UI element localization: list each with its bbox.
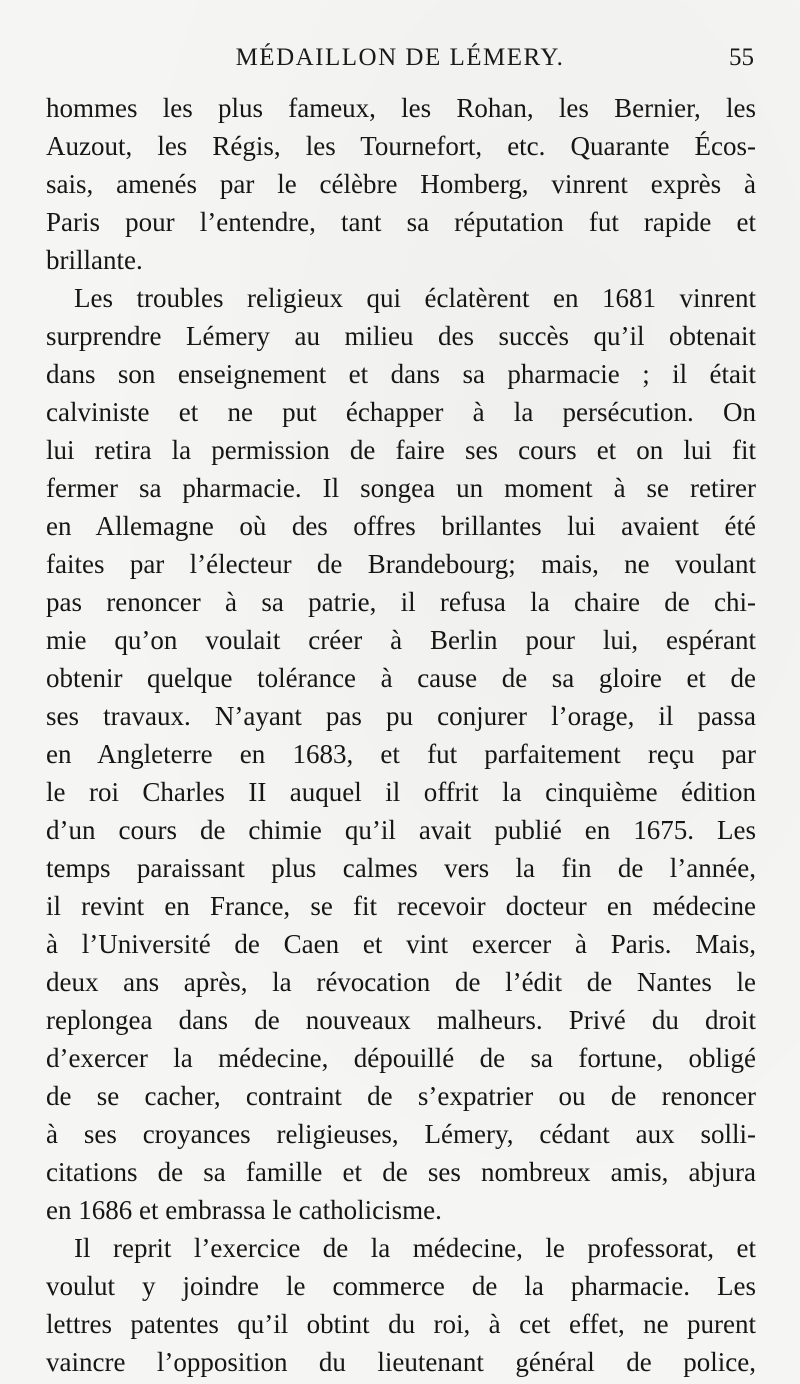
text-line: deux ans après, la révocation de l’édit de Nantes le [46, 967, 756, 997]
text-line: lettres patentes qu’il obtint du roi, à cet effet, ne purent [46, 1309, 756, 1339]
text-line: le roi Charles II auquel il offrit la cinquième édition [46, 777, 756, 807]
text-line: d’un cours de chimie qu’il avait publié en 1675. Les [46, 815, 756, 845]
page-header [0, 44, 800, 84]
text-line: de se cacher, contraint de s’expatrier ou de renoncer [46, 1081, 756, 1111]
text-line: temps paraissant plus calmes vers la fin de l’année, [46, 853, 756, 883]
text-line: brillante. [46, 245, 143, 275]
text-line: en Allemagne où des offres brillantes lui avaient été [46, 511, 756, 541]
text-line: en Angleterre en 1683, et fut parfaitement reçu par [46, 739, 756, 769]
text-line: dans son enseignement et dans sa pharmacie ; il était [46, 359, 756, 389]
running-title: MÉDAILLON DE LÉMERY. [235, 44, 565, 71]
text-line: obtenir quelque tolérance à cause de sa gloire et de [46, 663, 756, 693]
text-line: lui retira la permission de faire ses cours et on lui fit [46, 435, 756, 465]
text-line: mie qu’on voulait créer à Berlin pour lui, espérant [46, 625, 756, 655]
text-line: à ses croyances religieuses, Lémery, cédant aux solli- [46, 1119, 756, 1149]
text-line: ses travaux. N’ayant pas pu conjurer l’orage, il passa [46, 701, 756, 731]
text-line: citations de sa famille et de ses nombreux amis, abjura [46, 1157, 756, 1187]
paragraph-start-line: Il reprit l’exercice de la médecine, le professorat, et [74, 1233, 756, 1263]
text-line: d’exercer la médecine, dépouillé de sa fortune, obligé [46, 1043, 756, 1073]
text-line: à l’Université de Caen et vint exercer à Paris. Mais, [46, 929, 756, 959]
text-line: fermer sa pharmacie. Il songea un moment à se retirer [46, 473, 756, 503]
text-line: hommes les plus fameux, les Rohan, les Bernier, les [46, 93, 756, 123]
text-line: voulut y joindre le commerce de la pharmacie. Les [46, 1271, 756, 1301]
text-line: vaincre l’opposition du lieutenant général de police, [46, 1347, 756, 1377]
text-line: sais, amenés par le célèbre Homberg, vinrent exprès à [46, 169, 756, 199]
text-line: en 1686 et embrassa le catholicisme. [46, 1195, 442, 1225]
text-line: Auzout, les Régis, les Tournefort, etc. Quarante Écos- [46, 131, 756, 161]
paragraph-start-line: Les troubles religieux qui éclatèrent en 1681 vinrent [74, 283, 756, 313]
page-number: 55 [729, 44, 754, 71]
text-line: pas renoncer à sa patrie, il refusa la chaire de chi- [46, 587, 756, 617]
text-line: faites par l’électeur de Brandebourg; mais, ne voulant [46, 549, 756, 579]
text-line: il revint en France, se fit recevoir docteur en médecine [46, 891, 756, 921]
text-line: calviniste et ne put échapper à la persécution. On [46, 397, 756, 427]
text-line: surprendre Lémery au milieu des succès qu’il obtenait [46, 321, 756, 351]
text-line: replongea dans de nouveaux malheurs. Privé du droit [46, 1005, 756, 1035]
body-text [46, 89, 756, 1381]
text-line: Paris pour l’entendre, tant sa réputation fut rapide et [46, 207, 756, 237]
